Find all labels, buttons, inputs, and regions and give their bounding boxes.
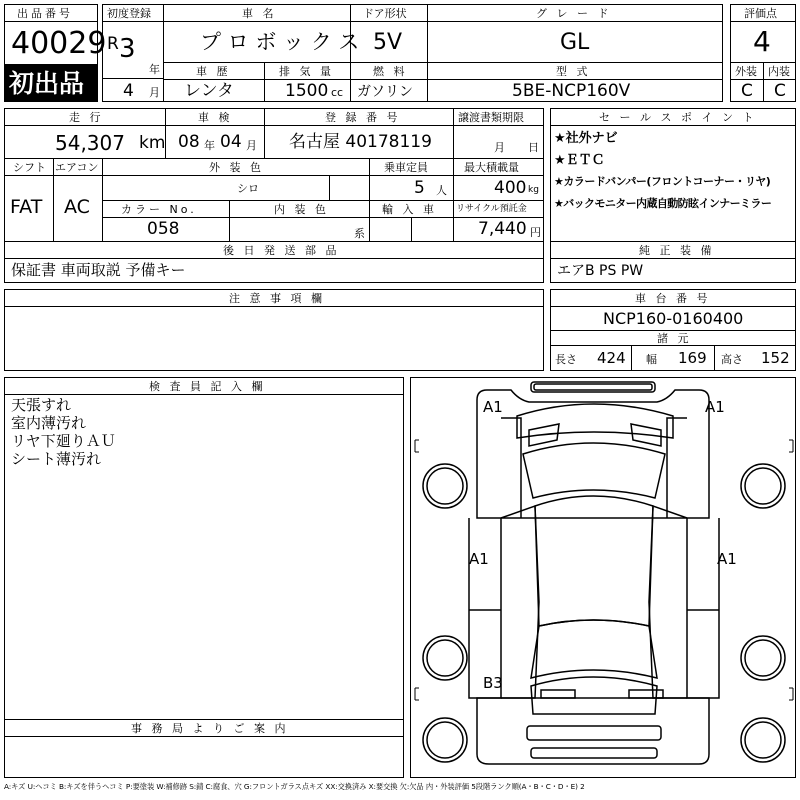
- first-reg-month-cell: [102, 78, 164, 102]
- max-load-label-cell: [453, 158, 544, 176]
- inspector-note: 室内薄汚れ: [11, 414, 87, 432]
- later-items-cell: [4, 258, 544, 283]
- model-code-label-cell: [427, 62, 723, 80]
- registration: 名古屋 40178119: [289, 132, 432, 152]
- ext-color-extra-cell: [329, 175, 370, 201]
- selling-point: ★ＥＴＣ: [554, 153, 605, 168]
- int-color-cell: [229, 217, 370, 242]
- score: 4: [753, 25, 771, 58]
- damage-mark: A1: [705, 398, 725, 416]
- notes-label: 注 意 事 項 欄: [229, 292, 325, 305]
- interior-grade-cell: [763, 79, 796, 102]
- chassis-label: 車 台 番 号: [635, 292, 711, 305]
- dims-label-cell: [550, 330, 796, 346]
- max-load-cell: [453, 175, 544, 201]
- left-taillight: [541, 690, 575, 698]
- inspector-notes-cell: [4, 394, 404, 720]
- door: 5V: [373, 30, 403, 55]
- rear-left-wheel-inner: [427, 640, 463, 676]
- selling-points-cell: [550, 125, 796, 242]
- transfer-month-unit: 月: [494, 141, 505, 154]
- height-label: 高さ: [721, 353, 743, 366]
- notes-label-cell: [4, 289, 544, 307]
- registration-label: 登 録 番 号: [325, 111, 401, 124]
- bracket: [415, 688, 419, 700]
- grade-cell: [427, 21, 723, 63]
- int-color-label-cell: [229, 200, 370, 218]
- era-year: 3: [119, 34, 136, 64]
- rear-right-wheel: [741, 636, 785, 680]
- rear-window: [531, 620, 657, 678]
- mileage-label-cell: [4, 108, 166, 126]
- door-label: ドア形状: [363, 7, 407, 20]
- inspector-note: シート薄汚れ: [11, 450, 102, 468]
- car-diagram: [411, 378, 797, 779]
- factory-equip-label-cell: [550, 241, 796, 259]
- exterior-grade-label: 外装: [735, 65, 757, 78]
- history-label: 車 歴: [196, 65, 231, 78]
- int-color-label: 内 装 色: [274, 203, 329, 216]
- first-reg-label: 初度登録: [107, 7, 151, 20]
- front-left-fender-line: [501, 418, 521, 518]
- registration-label-cell: [264, 108, 454, 126]
- inspector-label: 検 査 員 記 入 欄: [149, 380, 266, 393]
- notes-cell: [4, 306, 544, 371]
- fuel-cell: [350, 79, 428, 102]
- bracket: [789, 440, 793, 452]
- dims-label: 諸 元: [657, 332, 692, 345]
- spare-wheel-right: [741, 718, 785, 762]
- aircon-cell: [53, 175, 103, 242]
- inspector-note: 天張すれ: [11, 396, 72, 414]
- right-side-panel: [687, 518, 719, 698]
- recycle-label-cell: [453, 200, 544, 218]
- factory-equip: エアB PS PW: [557, 263, 644, 279]
- damage-mark: B3: [483, 674, 503, 692]
- displacement-cell: [264, 79, 351, 102]
- chassis-label-cell: [550, 289, 796, 307]
- transfer-day-unit: 日: [528, 141, 539, 154]
- int-color-suffix: 系: [354, 227, 365, 240]
- shift: FAT: [10, 196, 43, 218]
- front-left-wheel-inner: [427, 468, 463, 504]
- factory-equip-cell: [550, 258, 796, 283]
- right-taillight: [629, 690, 663, 698]
- rear-bumper: [527, 726, 661, 740]
- rear-step: [531, 748, 657, 758]
- rear-left-wheel: [423, 636, 467, 680]
- lot-number-cell: [4, 21, 107, 65]
- bracket: [415, 440, 419, 452]
- displacement-label: 排 気 量: [279, 65, 334, 78]
- damage-mark: A1: [483, 398, 503, 416]
- front-bumper-inner: [534, 384, 652, 390]
- office-cell: [4, 736, 404, 778]
- recycle-unit: 円: [530, 226, 541, 239]
- selling-point: ★カラードバンパー(フロントコーナー・リヤ): [554, 175, 771, 188]
- front-right-fender-line: [667, 418, 687, 518]
- ext-color-label: 外 装 色: [209, 161, 264, 174]
- selling-point: ★社外ナビ: [554, 131, 618, 146]
- aircon-label: エアコン: [55, 161, 99, 174]
- inspection-month: 04: [220, 132, 242, 152]
- first-listing-badge-cell: [4, 64, 98, 102]
- damage-diagram-frame: [410, 377, 796, 778]
- color-no-label-cell: [102, 200, 230, 218]
- length: 424: [597, 349, 626, 367]
- month: 4: [123, 81, 134, 101]
- transfer-docs-cell: [453, 125, 544, 159]
- car-name-label: 車 名: [242, 7, 277, 20]
- mileage: 54,307: [55, 131, 125, 155]
- grade: GL: [560, 30, 590, 55]
- score-label-cell: [730, 4, 796, 22]
- import-label: 輸 入 車: [382, 203, 437, 216]
- capacity-cell: [369, 175, 454, 201]
- inspection-year-unit: 年: [204, 139, 215, 152]
- inspection-month-unit: 月: [246, 139, 257, 152]
- later-items: 保証書 車両取説 予備キー: [11, 261, 186, 279]
- registration-cell: [264, 125, 454, 159]
- left-side-panel: [469, 518, 501, 698]
- year-unit: 年: [149, 63, 160, 76]
- exterior-grade: C: [741, 81, 753, 101]
- later-items-label: 後 日 発 送 部 品: [223, 244, 340, 257]
- front-left-wheel: [423, 464, 467, 508]
- length-label: 長さ: [555, 353, 577, 366]
- rear-right-wheel-inner: [745, 640, 781, 676]
- rear-panel: [477, 698, 709, 764]
- max-load: 400: [494, 178, 527, 198]
- front-right-wheel: [741, 464, 785, 508]
- transfer-docs-label-cell: [453, 108, 544, 126]
- inspector-label-cell: [4, 377, 404, 395]
- history-cell: [163, 79, 265, 102]
- aircon-label-cell: [53, 158, 103, 176]
- damage-mark: A1: [717, 550, 737, 568]
- first-reg-label-cell: [102, 4, 164, 22]
- inspection-cell: [165, 125, 265, 159]
- recycle-fee-cell: [453, 217, 544, 242]
- ext-color-cell: [102, 175, 330, 201]
- rear-hatch: [531, 677, 657, 714]
- door-cell: [350, 21, 428, 63]
- left-pillar-area: [501, 506, 539, 698]
- import-cell-b: [411, 217, 454, 242]
- lot-number: 40029: [11, 26, 107, 61]
- capacity: 5: [414, 178, 425, 198]
- car-name-cell: [163, 21, 360, 63]
- chassis-cell: [550, 306, 796, 331]
- selling-points-label-cell: [550, 108, 796, 126]
- transfer-docs-label: 譲渡書類期限: [458, 111, 524, 124]
- mileage-label: 走 行: [69, 111, 104, 124]
- chassis-number: NCP160-0160400: [603, 309, 744, 328]
- height: 152: [761, 349, 790, 367]
- shift-label: シフト: [13, 161, 46, 174]
- history-label-cell: [163, 62, 265, 80]
- mileage-unit: km: [139, 133, 166, 153]
- era: R: [107, 34, 119, 54]
- shift-label-cell: [4, 158, 54, 176]
- score-label: 評価点: [744, 7, 777, 20]
- first-reg-year-cell: [102, 21, 164, 79]
- office-label: 事 務 局 よ り ご 案 内: [131, 722, 289, 735]
- model-code: 5BE-NCP160V: [512, 81, 631, 101]
- score-cell: [730, 21, 796, 63]
- interior-grade-label-cell: [763, 62, 796, 80]
- aircon: AC: [64, 196, 90, 218]
- first-listing-badge: 初出品: [9, 69, 85, 98]
- capacity-label-cell: [369, 158, 454, 176]
- width: 169: [678, 349, 707, 367]
- mileage-cell: [4, 125, 166, 159]
- car-name: プ ロ ボ ッ ク ス: [200, 30, 360, 54]
- length-cell: [550, 345, 632, 371]
- displacement-label-cell: [264, 62, 351, 80]
- displacement-unit: cc: [331, 86, 344, 99]
- grade-label-cell: [427, 4, 723, 22]
- import-cell-a: [369, 217, 412, 242]
- inspection-label: 車 検: [198, 111, 233, 124]
- inspector-note: リヤ下廻りＡＵ: [11, 432, 116, 450]
- width-cell: [631, 345, 715, 371]
- interior-grade: C: [774, 81, 786, 101]
- fuel: ガソリン: [357, 84, 413, 100]
- month-unit: 月: [149, 86, 160, 99]
- car-name-label-cell: [163, 4, 351, 22]
- spare-wheel-right-inner: [745, 722, 781, 758]
- color-no: 058: [147, 219, 180, 239]
- door-label-cell: [350, 4, 428, 22]
- inspection-year: 08: [178, 132, 200, 152]
- ext-color-label-cell: [102, 158, 370, 176]
- history: レンタ: [184, 81, 234, 101]
- displacement: 1500: [285, 81, 329, 101]
- width-label: 幅: [646, 353, 657, 366]
- windshield: [523, 443, 665, 498]
- selling-points-label: セ ー ル ス ポ イ ン ト: [599, 111, 757, 124]
- color-no-cell: [102, 217, 230, 242]
- capacity-unit: 人: [436, 184, 447, 197]
- model-code-cell: [427, 79, 723, 102]
- lot-number-label-cell: [4, 4, 98, 22]
- recycle-label: リサイクル預託金: [456, 204, 527, 214]
- roof-outline: [535, 496, 653, 626]
- max-load-unit: kg: [528, 185, 539, 195]
- exterior-grade-cell: [730, 79, 764, 102]
- recycle-fee: 7,440: [478, 219, 527, 239]
- lot-number-label: 出品番号: [17, 7, 73, 20]
- selling-point: ★バックモニター内蔵自動防眩インナーミラー: [554, 197, 772, 210]
- spare-wheel-left: [423, 718, 467, 762]
- max-load-label: 最大積載量: [464, 161, 519, 174]
- legend: A:キズ U:ヘコミ B:キズを伴うヘコミ P:要塗装 W:補修跡 S:錆 C:腐食、穴 G:フロントガラス点キズ XX:交換済み X:要交換 欠:欠品 内・外装評価 5段階ランク順(A・B・C・D・E) 2: [4, 782, 585, 791]
- right-pillar-area: [649, 506, 687, 698]
- office-label-cell: [4, 719, 404, 737]
- inspection-label-cell: [165, 108, 265, 126]
- color-no-label: カラー No.: [121, 203, 197, 216]
- ext-color: シロ: [237, 182, 259, 195]
- interior-grade-label: 内装: [768, 65, 790, 78]
- bracket: [789, 688, 793, 700]
- later-items-label-cell: [4, 241, 544, 259]
- exterior-grade-label-cell: [730, 62, 764, 80]
- model-code-label: 型 式: [556, 65, 591, 78]
- front-panel: [477, 390, 709, 518]
- spare-wheel-left-inner: [427, 722, 463, 758]
- import-label-cell: [369, 200, 454, 218]
- height-cell: [714, 345, 796, 371]
- fuel-label: 燃 料: [373, 65, 408, 78]
- grade-label: グ レ ー ド: [536, 7, 612, 20]
- hood-outline: [517, 404, 673, 438]
- fuel-label-cell: [350, 62, 428, 80]
- front-right-wheel-inner: [745, 468, 781, 504]
- capacity-label: 乗車定員: [384, 161, 428, 174]
- factory-equip-label: 純 正 装 備: [639, 244, 715, 257]
- shift-cell: [4, 175, 54, 242]
- damage-mark: A1: [469, 550, 489, 568]
